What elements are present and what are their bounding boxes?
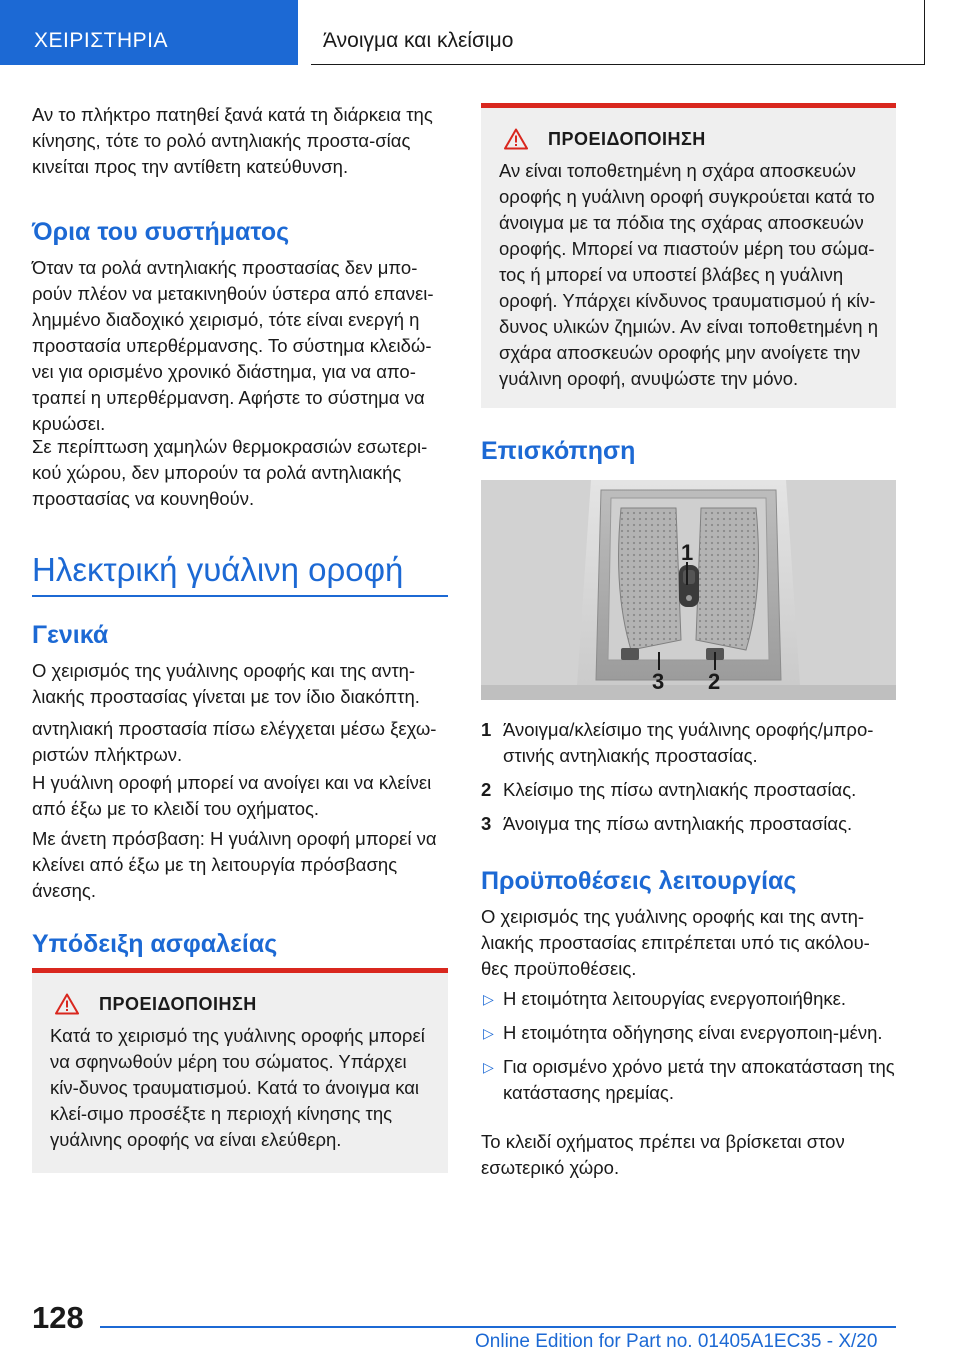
prerequisite-item	[481, 1054, 896, 1106]
legend-number: 3	[481, 813, 492, 834]
legend-number: 2	[481, 779, 492, 800]
header-topic-label: Άνοιγμα και κλείσιμο	[323, 29, 514, 52]
paragraph-repeat-press: Αν το πλήκτρο πατηθεί ξανά κατά τη διάρκεια της κίνησης, τότε το ρολό αντηλιακής προστα-σίας κινείται προς την αντίθετη κατεύθυνση.	[32, 104, 433, 177]
heading-system-limits: Όρια του συστήματος	[32, 218, 290, 246]
overhead-console-image	[481, 480, 896, 700]
warning-box-pinch	[32, 973, 448, 1173]
warning-title: ΠΡΟΕΙΔΟΠΟΙΗΣΗ	[548, 128, 706, 149]
prerequisite-item	[481, 986, 896, 1012]
paragraph-prerequisites-intro: Ο χειρισμός της γυάλινης οροφής και της αντη-λιακής προστασίας επιτρέπεται υπό τις ακόλου-θες προϋποθέσεις.	[481, 906, 870, 979]
legend-text: Κλείσιμο της πίσω αντηλιακής προστασίας.	[503, 779, 857, 800]
paragraph-same-switch: Ο χειρισμός της γυάλινης οροφής και της αντη-λιακής προστασίας γίνεται με τον ίδιο διακόπτη.	[32, 660, 420, 707]
paragraph-comfort-access: Με άνετη πρόσβαση: Η γυάλινη οροφή μπορεί να κλείνει από έξω με τη λειτουργία πρόσβασης άνεσης.	[32, 828, 437, 901]
legend-list	[481, 717, 896, 837]
footer-rule	[100, 1326, 896, 1328]
paragraph-rear-buttons: αντηλιακή προστασία πίσω ελέγχεται μέσω ξεχω-ριστών πλήκτρων.	[32, 718, 437, 765]
paragraph-overheat-protection: Όταν τα ρολά αντηλιακής προστασίας δεν μπο-ρούν πλέον να μετακινηθούν ύστερα από επανει-λημμένο διαδοχικό χειρισμό, τότε είναι ενεργή η προστασία υπερθέρμανσης. Το σύστημα κλειδώ-νει για ορισμένο χρονικό διάστημα, για να απο-τραπεί η υπερθέρμανση. Αφήστε το σύστημα να κρυώσει.	[32, 257, 434, 434]
callout-label-3: 3	[652, 669, 665, 694]
legend-item	[481, 717, 896, 769]
page-number: 128	[32, 1300, 84, 1335]
legend-item	[481, 811, 896, 837]
heading-overview: Επισκόπηση	[481, 437, 636, 465]
warning-header	[499, 128, 878, 150]
prerequisite-text: Η ετοιμότητα λειτουργίας ενεργοποιήθηκε.	[503, 988, 846, 1009]
prerequisite-list	[481, 986, 896, 1106]
overhead-console-illustration	[481, 480, 896, 700]
warning-text: Αν είναι τοποθετημένη η σχάρα αποσκευών οροφής η γυάλινη οροφή συγκρούεται κατά το άνοιγμα με τα πόδια της σχάρας αποσκευών οροφής. Μπορεί να πιαστούν μέρη του σώμα-τος ή μπορεί να υποστεί βλάβες η γυάλινη οροφή. Υπάρχει κίνδυνος τραυματισμού ή κίν-δυνος υλικών ζημιών. Αν είναι τοποθετημένη η σχάρα αποσκευών οροφής μην ανοίγετε την γυάλινη οροφή, ανυψώστε την μόνο.	[499, 160, 878, 389]
heading-rule	[32, 595, 448, 597]
callout-label-1: 1	[681, 540, 694, 565]
legend-item	[481, 777, 896, 803]
paragraph-key-operation: Η γυάλινη οροφή μπορεί να ανοίγει και να κλείνει από έξω με το κλειδί του οχήματος.	[32, 772, 432, 819]
heading-prerequisites: Προϋποθέσεις λειτουργίας	[481, 867, 797, 895]
legend-text: Άνοιγμα της πίσω αντηλιακής προστασίας.	[503, 813, 853, 834]
prerequisite-item	[481, 1020, 896, 1046]
warning-header	[50, 993, 430, 1015]
prerequisite-text: Η ετοιμότητα οδήγησης είναι ενεργοποιη-μένη.	[503, 1022, 883, 1043]
prerequisite-text: Για ορισμένο χρόνο μετά την αποκατάσταση της κατάστασης ηρεμίας.	[503, 1056, 895, 1103]
paragraph-key-inside: Το κλειδί οχήματος πρέπει να βρίσκεται στον εσωτερικό χώρο.	[481, 1131, 845, 1178]
heading-glass-roof: Ηλεκτρική γυάλινη οροφή	[32, 551, 404, 588]
heading-general: Γενικά	[32, 621, 109, 649]
bullet-triangle-icon: ▷	[483, 1059, 494, 1075]
legend-text: Άνοιγμα/κλείσιμο της γυάλινης οροφής/μπρο-στινής αντηλιακής προστασίας.	[503, 719, 874, 766]
paragraph-low-temperature: Σε περίπτωση χαμηλών θερμοκρασιών εσωτερι-κού χώρου, δεν μπορούν τα ρολά αντηλιακής προστασίας να κουνηθούν.	[32, 436, 428, 509]
warning-text: Κατά το χειρισμό της γυάλινης οροφής μπορεί να σφηνωθούν μέρη του σώματος. Υπάρχει κίν-δυνος τραυματισμού. Κατά το άνοιγμα και κλεί-σιμο προσέξτε η περιοχή κίνησης της γυάλινης οροφής να είναι ελεύθερη.	[50, 1025, 425, 1150]
warning-triangle-icon	[55, 993, 79, 1015]
legend-number: 1	[481, 719, 492, 740]
warning-triangle-icon	[504, 128, 528, 150]
header-section-tab	[0, 0, 298, 65]
warning-title: ΠΡΟΕΙΔΟΠΟΙΗΣΗ	[99, 993, 257, 1014]
bullet-triangle-icon: ▷	[483, 1025, 494, 1041]
bullet-triangle-icon: ▷	[483, 991, 494, 1007]
header-section-label: ΧΕΙΡΙΣΤΗΡΙΑ	[34, 29, 169, 52]
footer-edition: Online Edition for Part no. 01405A1EC35 - X/20	[475, 1331, 878, 1352]
header-topic-tab	[311, 0, 925, 65]
warning-box-roof-rack	[481, 108, 896, 408]
heading-safety-note: Υπόδειξη ασφαλείας	[32, 930, 278, 958]
callout-label-2: 2	[708, 669, 721, 694]
